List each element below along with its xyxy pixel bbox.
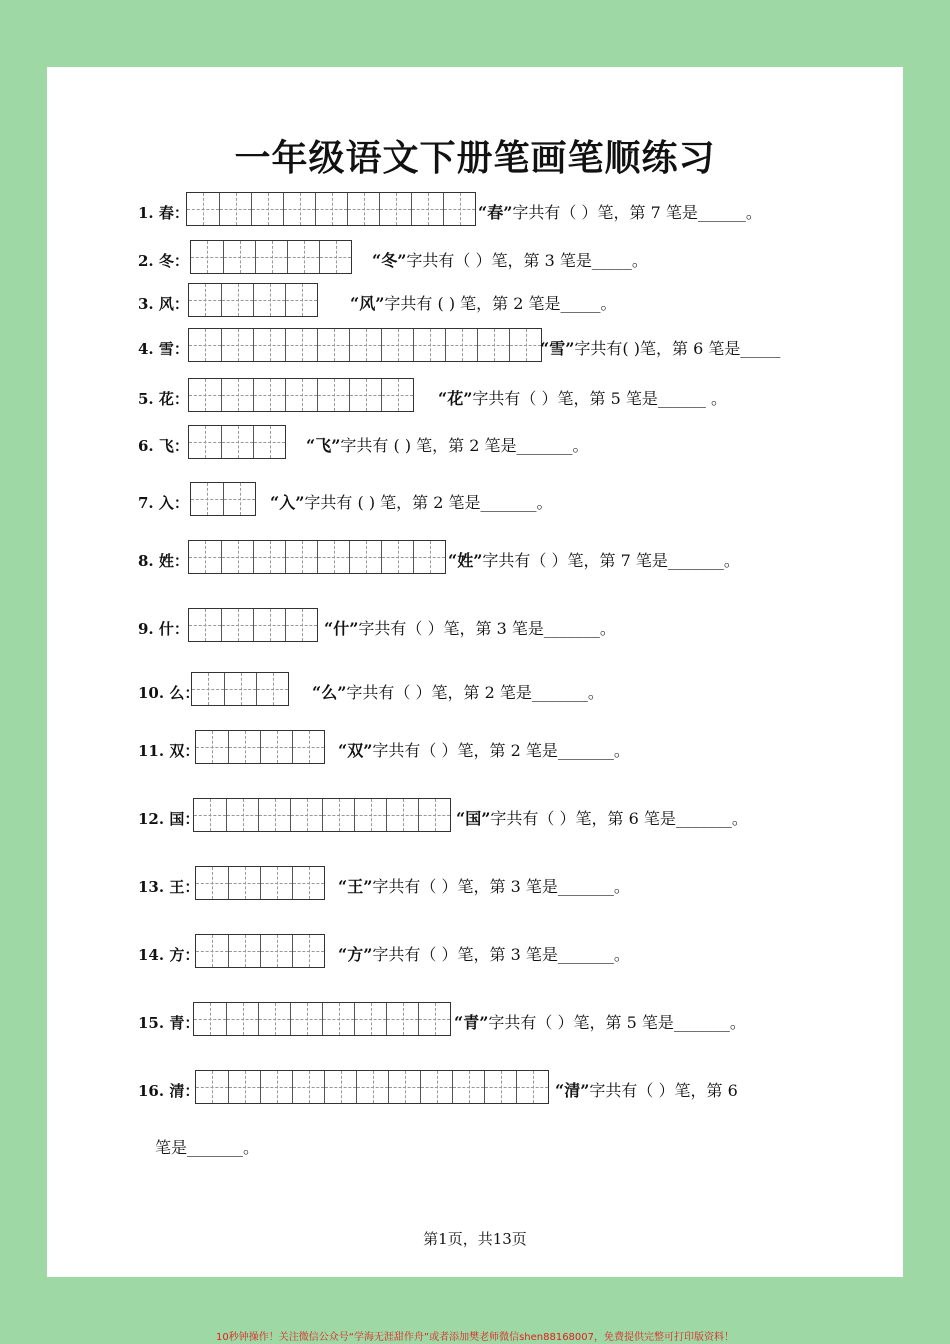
writing-cell[interactable] xyxy=(221,329,253,361)
writing-cell[interactable] xyxy=(356,1071,388,1103)
question-text xyxy=(372,248,648,271)
question-prompt: 字共有（ ）笔，第 3 笔是_______。 xyxy=(358,619,616,638)
question-prompt: 字共有（ ）笔，第 6 笔是_______。 xyxy=(490,809,748,828)
writing-cell[interactable] xyxy=(226,799,258,831)
writing-cell[interactable] xyxy=(292,867,324,899)
writing-cell[interactable] xyxy=(260,935,292,967)
stroke-order-grid[interactable] xyxy=(195,730,325,764)
item-label: 1. 春： xyxy=(138,204,189,222)
question-prompt: 字共有（ ）笔，第 7 笔是_______。 xyxy=(482,551,740,570)
writing-cell[interactable] xyxy=(224,673,256,705)
item-label: 3. 风： xyxy=(138,295,189,313)
writing-cell[interactable] xyxy=(292,1071,324,1103)
stroke-order-grid[interactable] xyxy=(188,283,318,317)
question-text xyxy=(555,1078,738,1101)
writing-cell[interactable] xyxy=(228,731,260,763)
writing-cell[interactable] xyxy=(194,799,226,831)
writing-cell[interactable] xyxy=(354,799,386,831)
writing-cell[interactable] xyxy=(381,329,413,361)
writing-cell[interactable] xyxy=(189,379,221,411)
writing-cell[interactable] xyxy=(253,379,285,411)
stroke-order-grid[interactable] xyxy=(195,934,325,968)
writing-cell[interactable] xyxy=(189,329,221,361)
item-label: 9. 什： xyxy=(138,620,189,638)
writing-cell[interactable] xyxy=(260,867,292,899)
writing-cell[interactable] xyxy=(322,799,354,831)
exercise-item xyxy=(0,730,950,764)
writing-cell[interactable] xyxy=(317,379,349,411)
question-prompt: 字共有（ ）笔，第 2 笔是_______。 xyxy=(372,741,630,760)
item-label: 13. 王： xyxy=(138,878,200,896)
writing-cell[interactable] xyxy=(260,1071,292,1103)
target-character: “清” xyxy=(555,1081,590,1100)
question-prompt: 字共有（ ）笔，第 5 笔是______ 。 xyxy=(472,389,727,408)
writing-cell[interactable] xyxy=(223,483,255,515)
stroke-order-grid[interactable] xyxy=(195,866,325,900)
question-prompt: 字共有 ( ) 笔，第 2 笔是_______。 xyxy=(304,493,553,512)
item-label: 6. 飞： xyxy=(138,437,189,455)
writing-cell[interactable] xyxy=(196,1071,228,1103)
exercise-item xyxy=(0,378,950,412)
writing-cell[interactable] xyxy=(196,935,228,967)
target-character: “入” xyxy=(270,493,305,512)
question-text xyxy=(448,548,740,571)
question-prompt: 字共有（ ）笔，第 3 笔是_______。 xyxy=(372,877,630,896)
stroke-order-grid[interactable] xyxy=(190,482,256,516)
writing-cell[interactable] xyxy=(253,284,285,316)
question-text xyxy=(438,386,727,409)
target-character: “冬” xyxy=(372,251,407,270)
stroke-order-grid[interactable] xyxy=(193,798,451,832)
item-label: 4. 雪： xyxy=(138,340,189,358)
target-character: “么” xyxy=(312,683,347,702)
stroke-order-grid[interactable] xyxy=(188,328,542,362)
question-prompt: 字共有（ ）笔，第 7 笔是______。 xyxy=(512,203,762,222)
item-label: 16. 清： xyxy=(138,1082,200,1100)
question-prompt: 字共有( )笔，第 6 笔是_____ xyxy=(574,339,781,358)
writing-cell[interactable] xyxy=(221,541,253,573)
writing-cell[interactable] xyxy=(219,193,251,225)
target-character: “雪” xyxy=(540,339,575,358)
stroke-order-grid[interactable] xyxy=(190,240,352,274)
writing-cell[interactable] xyxy=(452,1071,484,1103)
writing-cell[interactable] xyxy=(221,609,253,641)
question-text xyxy=(338,942,630,965)
writing-cell[interactable] xyxy=(324,1071,356,1103)
stroke-order-grid[interactable] xyxy=(188,378,414,412)
writing-cell[interactable] xyxy=(322,1003,354,1035)
target-character: “春” xyxy=(478,203,513,222)
target-character: “青” xyxy=(454,1013,489,1032)
writing-cell[interactable] xyxy=(349,541,381,573)
page-number: 第1页，共13页 xyxy=(423,1230,527,1248)
question-text xyxy=(338,874,630,897)
writing-cell[interactable] xyxy=(418,1003,450,1035)
writing-cell[interactable] xyxy=(379,193,411,225)
writing-cell[interactable] xyxy=(290,1003,322,1035)
writing-cell[interactable] xyxy=(477,329,509,361)
writing-cell[interactable] xyxy=(221,426,253,458)
writing-cell[interactable] xyxy=(509,329,541,361)
question-prompt: 字共有 ( ) 笔，第 2 笔是_____。 xyxy=(384,294,617,313)
writing-cell[interactable] xyxy=(189,609,221,641)
exercise-item xyxy=(0,540,950,574)
writing-cell[interactable] xyxy=(285,541,317,573)
writing-cell[interactable] xyxy=(484,1071,516,1103)
target-character: “双” xyxy=(338,741,373,760)
question-prompt: 字共有 ( ) 笔，第 2 笔是_______。 xyxy=(340,436,589,455)
writing-cell[interactable] xyxy=(285,379,317,411)
stroke-order-grid[interactable] xyxy=(188,540,446,574)
writing-cell[interactable] xyxy=(187,193,219,225)
exercise-item xyxy=(0,1002,950,1036)
writing-cell[interactable] xyxy=(189,541,221,573)
question-text xyxy=(270,490,553,513)
question-prompt: 字共有（ ）笔，第 6 xyxy=(589,1081,738,1100)
writing-cell[interactable] xyxy=(292,935,324,967)
writing-cell[interactable] xyxy=(315,193,347,225)
writing-cell[interactable] xyxy=(228,935,260,967)
writing-cell[interactable] xyxy=(516,1071,548,1103)
writing-cell[interactable] xyxy=(347,193,379,225)
stroke-order-grid[interactable] xyxy=(193,1002,451,1036)
question-text xyxy=(478,200,762,223)
item-label: 7. 入： xyxy=(138,494,189,512)
target-character: “什” xyxy=(324,619,359,638)
stroke-order-grid[interactable] xyxy=(188,425,286,459)
writing-cell[interactable] xyxy=(445,329,477,361)
writing-cell[interactable] xyxy=(411,193,443,225)
item-label: 5. 花： xyxy=(138,390,189,408)
target-character: “花” xyxy=(438,389,473,408)
question-prompt: 字共有（ ）笔，第 5 笔是_______。 xyxy=(488,1013,746,1032)
writing-cell[interactable] xyxy=(196,867,228,899)
question-prompt: 字共有（ ）笔，第 3 笔是_____。 xyxy=(406,251,648,270)
writing-cell[interactable] xyxy=(221,379,253,411)
question-text xyxy=(312,680,604,703)
writing-cell[interactable] xyxy=(253,609,285,641)
item-label: 12. 国： xyxy=(138,810,200,828)
question-prompt: 字共有（ ）笔，第 3 笔是_______。 xyxy=(372,945,630,964)
writing-cell[interactable] xyxy=(290,799,322,831)
writing-cell[interactable] xyxy=(413,329,445,361)
item-label: 8. 姓： xyxy=(138,552,189,570)
question-text xyxy=(456,806,748,829)
exercise-item xyxy=(0,192,950,226)
item-label: 15. 青： xyxy=(138,1014,200,1032)
writing-cell[interactable] xyxy=(349,379,381,411)
question-text xyxy=(540,336,780,359)
writing-cell[interactable] xyxy=(317,541,349,573)
exercise-item xyxy=(0,608,950,642)
writing-cell[interactable] xyxy=(317,329,349,361)
exercise-item xyxy=(0,672,950,706)
question-text xyxy=(350,291,617,314)
writing-cell[interactable] xyxy=(292,731,324,763)
question-text xyxy=(454,1010,746,1033)
writing-cell[interactable] xyxy=(381,379,413,411)
exercise-item xyxy=(0,283,950,317)
writing-cell[interactable] xyxy=(192,673,224,705)
page-title: 一年级语文下册笔画笔顺练习 xyxy=(234,138,716,179)
question-prompt: 字共有（ ）笔，第 2 笔是_______。 xyxy=(346,683,604,702)
writing-cell[interactable] xyxy=(251,193,283,225)
exercise-item xyxy=(0,1070,950,1104)
question-text xyxy=(306,433,589,456)
writing-cell[interactable] xyxy=(285,329,317,361)
writing-cell[interactable] xyxy=(285,284,317,316)
item-label: 2. 冬： xyxy=(138,252,189,270)
writing-cell[interactable] xyxy=(191,483,223,515)
writing-cell[interactable] xyxy=(189,284,221,316)
stroke-order-grid[interactable] xyxy=(186,192,476,226)
writing-cell[interactable] xyxy=(221,284,253,316)
exercise-item xyxy=(0,866,950,900)
exercise-item xyxy=(0,798,950,832)
exercise-item xyxy=(0,482,950,516)
item-label: 11. 双： xyxy=(138,742,200,760)
item-16-continuation: 笔是_______。 xyxy=(155,1138,260,1157)
writing-cell[interactable] xyxy=(260,731,292,763)
writing-cell[interactable] xyxy=(418,799,450,831)
writing-cell[interactable] xyxy=(287,241,319,273)
writing-cell[interactable] xyxy=(191,241,223,273)
target-character: “风” xyxy=(350,294,385,313)
exercise-item xyxy=(0,328,950,362)
writing-cell[interactable] xyxy=(253,329,285,361)
writing-cell[interactable] xyxy=(413,541,445,573)
target-character: “国” xyxy=(456,809,491,828)
target-character: “王” xyxy=(338,877,373,896)
writing-cell[interactable] xyxy=(354,1003,386,1035)
writing-cell[interactable] xyxy=(226,1003,258,1035)
writing-cell[interactable] xyxy=(258,799,290,831)
target-character: “方” xyxy=(338,945,373,964)
writing-cell[interactable] xyxy=(253,426,285,458)
writing-cell[interactable] xyxy=(228,867,260,899)
writing-cell[interactable] xyxy=(189,426,221,458)
target-character: “姓” xyxy=(448,551,483,570)
writing-cell[interactable] xyxy=(443,193,475,225)
writing-cell[interactable] xyxy=(349,329,381,361)
writing-cell[interactable] xyxy=(283,193,315,225)
item-label: 10. 么： xyxy=(138,684,200,702)
writing-cell[interactable] xyxy=(258,1003,290,1035)
writing-cell[interactable] xyxy=(386,799,418,831)
writing-cell[interactable] xyxy=(223,241,255,273)
writing-cell[interactable] xyxy=(388,1071,420,1103)
writing-cell[interactable] xyxy=(255,241,287,273)
exercise-item xyxy=(0,240,950,274)
promo-footer: 10秒钟操作！关注微信公众号“学海无涯甜作舟”或者添加樊老师微信shen88168007，免费提供完整可打印版资料！ xyxy=(215,1332,735,1343)
writing-cell[interactable] xyxy=(194,1003,226,1035)
writing-cell[interactable] xyxy=(256,673,288,705)
stroke-order-grid[interactable] xyxy=(191,672,289,706)
writing-cell[interactable] xyxy=(386,1003,418,1035)
writing-cell[interactable] xyxy=(381,541,413,573)
stroke-order-grid[interactable] xyxy=(195,1070,549,1104)
question-text xyxy=(338,738,630,761)
exercise-item xyxy=(0,934,950,968)
writing-cell[interactable] xyxy=(319,241,351,273)
item-label: 14. 方： xyxy=(138,946,200,964)
exercise-item xyxy=(0,425,950,459)
stroke-order-grid[interactable] xyxy=(188,608,318,642)
target-character: “飞” xyxy=(306,436,341,455)
writing-cell[interactable] xyxy=(285,609,317,641)
writing-cell[interactable] xyxy=(196,731,228,763)
writing-cell[interactable] xyxy=(420,1071,452,1103)
writing-cell[interactable] xyxy=(228,1071,260,1103)
writing-cell[interactable] xyxy=(253,541,285,573)
question-text xyxy=(324,616,616,639)
